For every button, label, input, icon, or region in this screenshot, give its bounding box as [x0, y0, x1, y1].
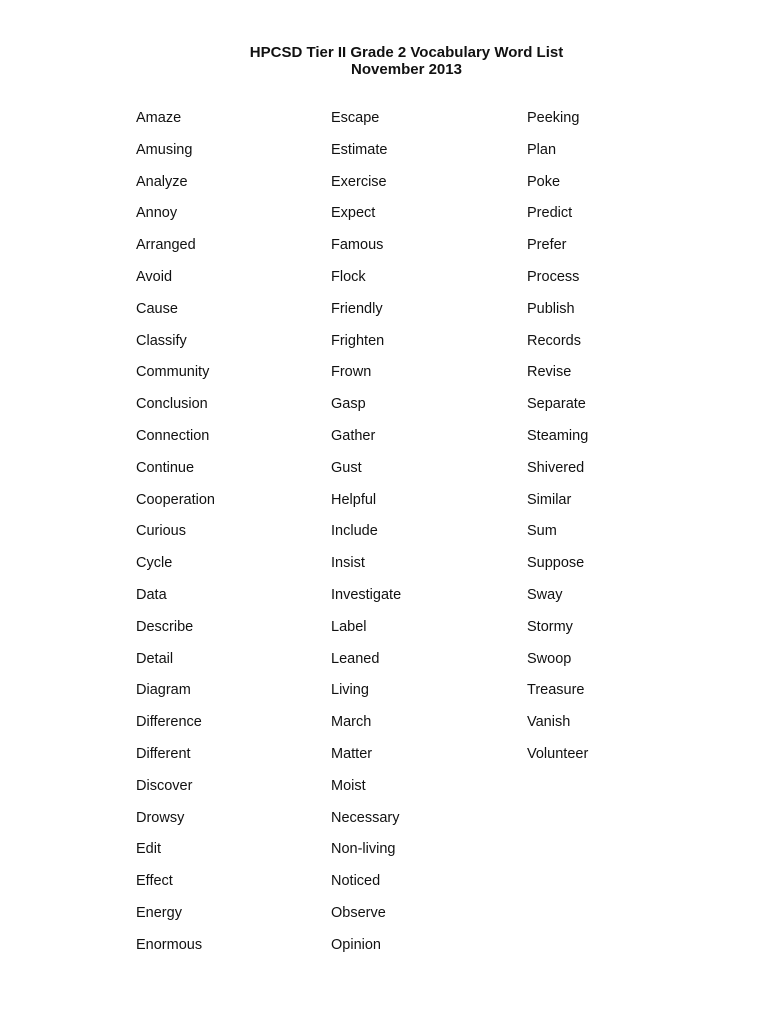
vocabulary-word: Curious — [136, 523, 186, 540]
vocabulary-word: Expect — [331, 205, 376, 222]
vocabulary-word: Connection — [136, 427, 210, 444]
vocabulary-word: Gasp — [331, 396, 366, 413]
word-column-2 — [331, 108, 401, 967]
vocabulary-word: Insist — [331, 555, 365, 572]
word-column-1 — [136, 108, 215, 967]
vocabulary-word: Similar — [527, 491, 572, 508]
vocabulary-word: Shivered — [527, 459, 585, 476]
vocabulary-word: Peeking — [527, 110, 580, 126]
vocabulary-word: Analyze — [136, 173, 188, 190]
vocabulary-word: Investigate — [331, 586, 402, 603]
vocabulary-word: Community — [136, 364, 210, 381]
vocabulary-word: Non-living — [331, 841, 396, 858]
vocabulary-word: Helpful — [331, 491, 377, 508]
vocabulary-word: Stormy — [527, 618, 573, 635]
word-column-3 — [527, 108, 588, 776]
vocabulary-word: Enormous — [136, 936, 203, 953]
vocabulary-word: Escape — [331, 110, 380, 126]
vocabulary-word: Amusing — [136, 141, 193, 158]
vocabulary-word: Noticed — [331, 873, 381, 890]
vocabulary-word: Avoid — [136, 268, 173, 285]
document-title: HPCSD Tier II Grade 2 Vocabulary Word List — [249, 44, 564, 61]
vocabulary-word: Frighten — [331, 332, 385, 349]
vocabulary-word: Process — [527, 268, 580, 285]
vocabulary-word: Sway — [527, 586, 563, 603]
vocabulary-word: Volunteer — [527, 745, 589, 762]
vocabulary-word: Friendly — [331, 300, 383, 317]
vocabulary-word: Gust — [331, 459, 362, 476]
vocabulary-word: Treasure — [527, 682, 585, 699]
vocabulary-word: Cooperation — [136, 491, 215, 508]
vocabulary-word: Drowsy — [136, 809, 185, 826]
vocabulary-word: Predict — [527, 205, 573, 222]
vocabulary-word: Records — [527, 332, 581, 349]
vocabulary-word: Plan — [527, 141, 557, 158]
vocabulary-word: Label — [331, 618, 367, 635]
vocabulary-word: Matter — [331, 745, 373, 762]
vocabulary-word: Diagram — [136, 682, 191, 699]
vocabulary-word: Classify — [136, 332, 187, 349]
vocabulary-word: Suppose — [527, 555, 585, 572]
document-header — [0, 44, 768, 78]
vocabulary-word: Vanish — [527, 714, 571, 731]
vocabulary-word: Steaming — [527, 427, 589, 444]
vocabulary-word: Energy — [136, 904, 182, 921]
vocabulary-word: Discover — [136, 777, 193, 794]
vocabulary-word: Flock — [331, 268, 366, 285]
vocabulary-word: Continue — [136, 459, 195, 476]
vocabulary-word: Opinion — [331, 936, 381, 953]
vocabulary-word: Observe — [331, 904, 386, 921]
vocabulary-word: Include — [331, 523, 378, 540]
vocabulary-word: Moist — [331, 777, 366, 794]
vocabulary-word: Data — [136, 586, 167, 603]
vocabulary-word: Cycle — [136, 555, 173, 572]
vocabulary-word: Revise — [527, 364, 572, 381]
vocabulary-word: Amaze — [136, 110, 182, 126]
vocabulary-word: Effect — [136, 873, 173, 890]
vocabulary-word: Conclusion — [136, 396, 208, 413]
vocabulary-word: Living — [331, 682, 369, 699]
vocabulary-word: March — [331, 714, 372, 731]
vocabulary-word: Annoy — [136, 205, 178, 222]
vocabulary-word: Leaned — [331, 650, 380, 667]
vocabulary-word: Frown — [331, 364, 372, 381]
vocabulary-word: Edit — [136, 841, 161, 858]
vocabulary-word: Different — [136, 745, 191, 762]
vocabulary-word: Estimate — [331, 141, 388, 158]
vocabulary-word: Sum — [527, 523, 557, 540]
vocabulary-word: Swoop — [527, 650, 572, 667]
vocabulary-word: Prefer — [527, 237, 567, 254]
vocabulary-word: Arranged — [136, 237, 196, 254]
vocabulary-word: Detail — [136, 650, 174, 667]
vocabulary-word: Gather — [331, 427, 376, 444]
vocabulary-word: Famous — [331, 237, 384, 254]
vocabulary-word: Separate — [527, 396, 586, 413]
vocabulary-word: Poke — [527, 173, 561, 190]
vocabulary-word: Necessary — [331, 809, 400, 826]
vocabulary-word: Exercise — [331, 173, 387, 190]
vocabulary-word: Cause — [136, 300, 178, 317]
document-date: November 2013 — [351, 61, 462, 78]
vocabulary-word: Publish — [527, 300, 575, 317]
vocabulary-word: Describe — [136, 618, 194, 635]
vocabulary-word: Difference — [136, 714, 202, 731]
